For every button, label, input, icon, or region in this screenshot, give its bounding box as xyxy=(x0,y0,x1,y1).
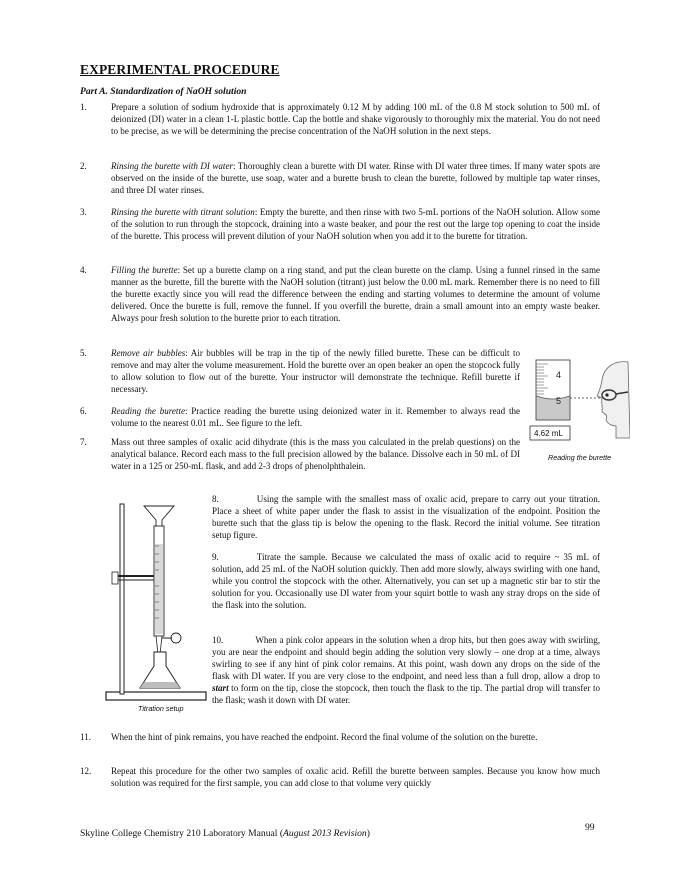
burette-liquid xyxy=(155,544,163,634)
reading-value: 4.62 mL xyxy=(534,429,563,438)
step-text: 8. Using the sample with the smallest mass of oxalic acid, prepare to carry out your titration. Place a sheet of white paper under the flask to assist in the visualization of the endpoint. Position the burette such that the glass tip is below the opening to the flask. Record the initial volume. See titration setup figure. xyxy=(212,494,600,540)
titration-setup-figure xyxy=(100,496,210,718)
section-heading: EXPERIMENTAL PROCEDURE xyxy=(80,62,280,77)
step-text: Repeat this procedure for the other two samples of oxalic acid. Refill the burette between samples. Because you know how much solution was required for the first sample, you can add close to that volume very quickly xyxy=(111,766,600,788)
step-text: Filling the burette: Set up a burette clamp on a ring stand, and put the clean burette on the clamp. Using a funnel rinsed in the same manner as the burette, fill the burette with the NaOH solution (titrant) just below the 0.00 mL mark. Remember there is no need to fill the burette exactly since you will read the difference between the ending and starting volumes to determine the amount of volume delivered. Once the burette is full, remove the funnel. If you overfill the burette, drain a small amount into an empty waste beaker. Always pour fresh solution to the burette prior to each titration. xyxy=(111,265,600,323)
step-text: Rinsing the burette with DI water: Thoroughly clean a burette with DI water. Rinse with DI water three times. If many water spots are observed on the inside of the burette, use soap, water and a burette brush to clean the burette, followed by multiple tap water rinses, and three DI water rinses. xyxy=(111,161,600,195)
flask-solution xyxy=(140,682,180,688)
funnel xyxy=(144,506,174,528)
burette-figure-caption: Reading the burette xyxy=(548,453,612,462)
step-text: Remove air bubbles: Air bubbles will be trap in the tip of the newly filled burette. These can be difficult to remove and may alter the volume measurement. Hold the burette over an open beaker an open the stopcock fully to allow solution to flow out of the burette. Your instructor will demonstrate the technique. Refill burette if necessary. xyxy=(111,348,520,394)
step-text: Reading the burette: Practice reading the burette using deionized water in it. Remember to always read the volume to the nearest 0.01 mL. See figure to the left. xyxy=(111,406,521,428)
step-number: 12. xyxy=(80,766,92,776)
step-text: Mass out three samples of oxalic acid dihydrate (this is the mass you calculated in the prelab questions) on the analytical balance. Record each mass to the full precision allowed by the balance. Dissolve each in 50 mL of DI water in a 125 or 250-mL flask, and add 2-3 drops of phenolphthalein. xyxy=(111,437,520,471)
titration-figure-caption: Titration setup xyxy=(138,704,184,713)
step-number: 5. xyxy=(80,348,87,358)
step-number: 7. xyxy=(80,437,87,447)
step-text: 10. When a pink color appears in the solution when a drop hits, but then goes away with swirling, you are near the endpoint and should begin adding the solution very slowly – one drop at a time, always swirling to see if any hint of pink color remains. At this point, wash down any drops on the side of the flask with DI water. If you are very close to the endpoint, and need less than a full drop, allow a drop to start to form on the tip, close the stopcock, then touch the flask to the tip. The partial drop will transfer to the flask; wash it down with DI water. xyxy=(212,635,600,705)
mark-4: 4 xyxy=(556,370,562,380)
step-number: 3. xyxy=(80,207,87,217)
step-number: 11. xyxy=(80,732,91,742)
step-number: 4. xyxy=(80,265,87,275)
step-number: 2. xyxy=(80,161,87,171)
step-number: 6. xyxy=(80,406,87,416)
mark-5: 5 xyxy=(556,396,562,406)
stopcock-icon xyxy=(171,633,181,643)
liquid xyxy=(537,396,570,420)
ring-stand-rod xyxy=(120,504,124,694)
footer: Skyline College Chemistry 210 Laboratory Manual (August 2013 Revision) xyxy=(80,828,370,839)
emphasis-start: start xyxy=(212,683,229,693)
observer-face-icon xyxy=(594,358,630,440)
page-number: 99 xyxy=(585,822,595,833)
burette-tip xyxy=(156,636,162,654)
step-text: Rinsing the burette with titrant solution: Empty the burette, and then rinse with two 5-mL portions of the NaOH solution. Allow some of the solution to run through the stopcock, draining into a waste beaker, and pour the rest out the large top opening to coat the inside of the burette. This process will prevent dilution of your NaOH solution when you add it to the burette for titration. xyxy=(111,207,601,241)
step-number: 1. xyxy=(80,102,87,112)
step-text: 9. Titrate the sample. Because we calculated the mass of oxalic acid to require ~ 35 mL of solution, add 25 mL of the NaOH solution quickly. Then add more slowly, always swirling with one hand, while you control the stopcock with the other. Alternatively, you can set up a magnetic stir bar to stir the solution for you. Occasionally use DI water from your squirt bottle to wash any stray drops on the side of the flask into the solution. xyxy=(212,552,600,610)
part-heading: Part A. Standardization of NaOH solution xyxy=(80,86,247,97)
step-text: Prepare a solution of sodium hydroxide that is approximately 0.12 M by adding 100 mL of the 0.8 M stock solution to 500 mL of deionized (DI) water in a clean 1-L plastic bottle. Cap the bottle and shake vigorously to thoroughly mix the material. You do not need to be precise, as we will be determining the precise concentration of the NaOH solution in the next steps. xyxy=(111,102,600,136)
step-text: When the hint of pink remains, you have reached the endpoint. Record the final volume of the solution on the burette. xyxy=(111,732,538,742)
